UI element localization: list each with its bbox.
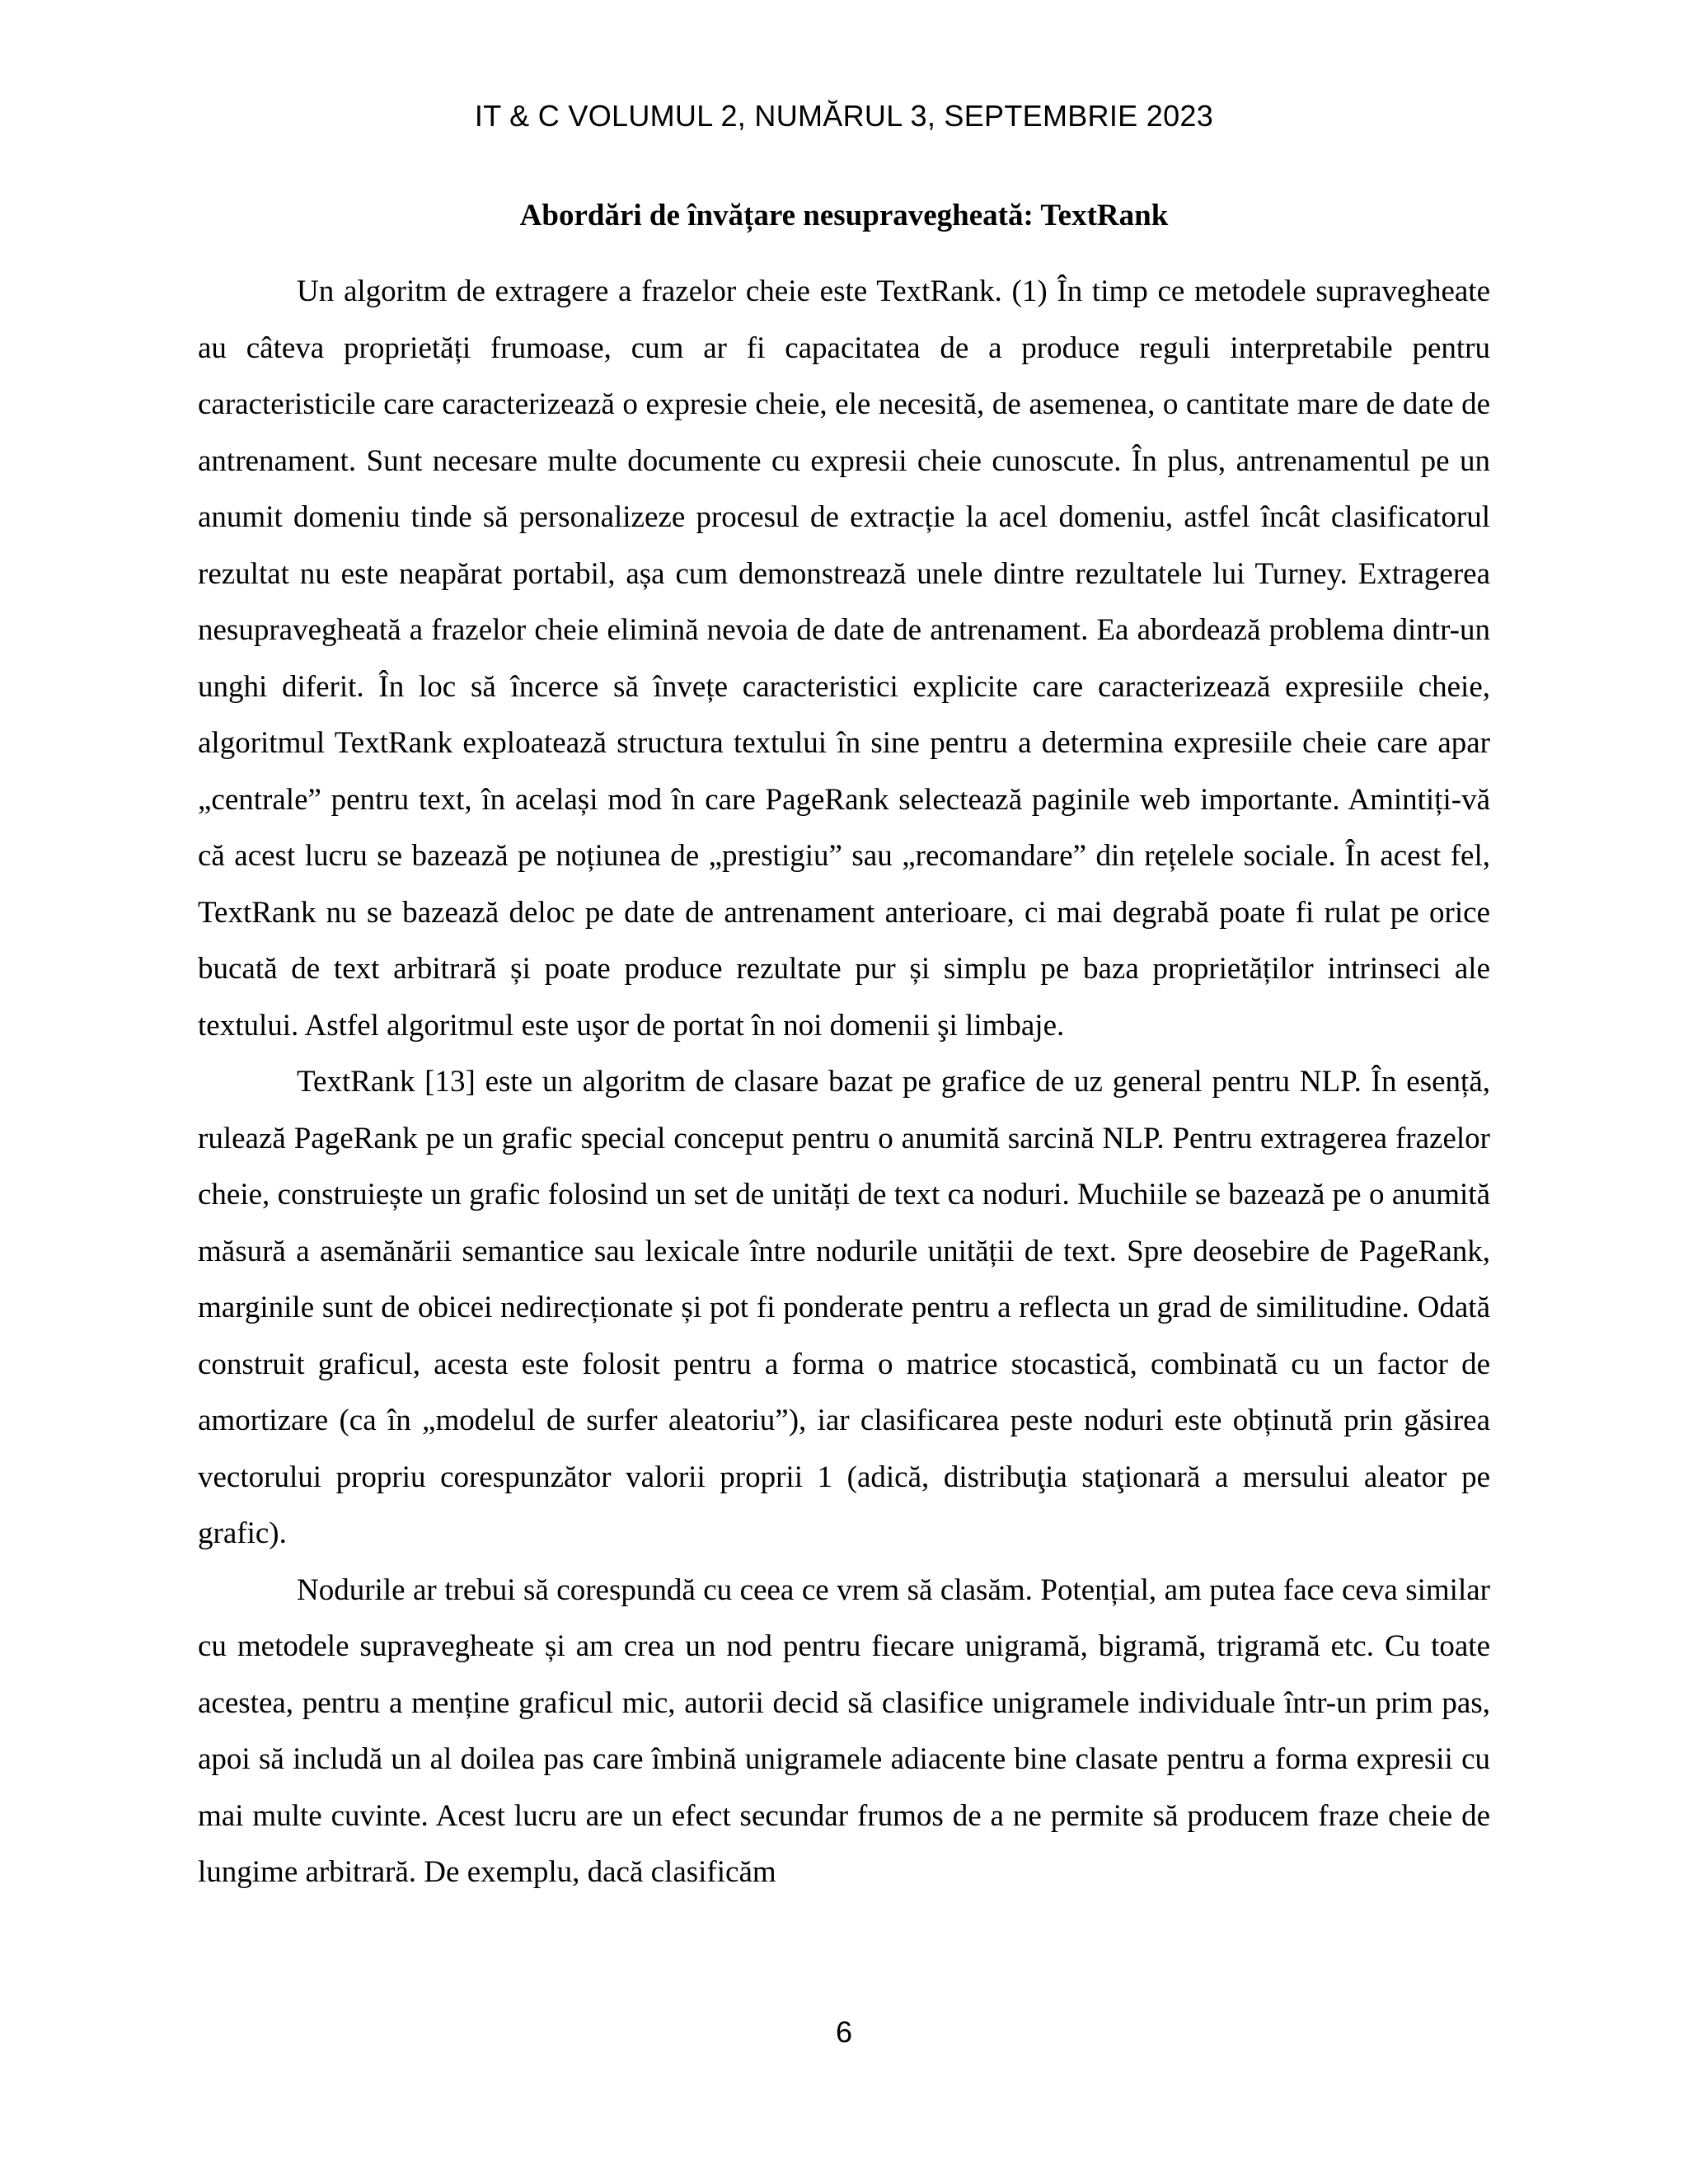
paragraph-3: Nodurile ar trebui să corespundă cu ceea ce vrem să clasăm. Potențial, am putea face ceva similar cu metodele supravegheate și am crea un nod pentru fiecare unigramă, bigramă, trigramă etc. Cu toate acestea, pentru a menține graficul mic, autorii decid să clasifice unigramele individuale într-un prim pas, apoi să includă un al doilea pas care îmbină unigramele adiacente bine clasate pentru a forma expresii cu mai multe cuvinte. Acest lucru are un efect secundar frumos de a ne permite să producem fraze cheie de lungime arbitrară. De exemplu, dacă clasificăm [198, 1572, 1490, 1889]
section-title: Abordări de învățare nesupravegheată: TextRank [519, 199, 1169, 232]
body-text [198, 264, 1490, 1901]
paragraph-2: TextRank [13] este un algoritm de clasare bazat pe grafice de uz general pentru NLP. În esență, rulează PageRank pe un grafic special conceput pentru o anumită sarcină NLP. Pentru extragerea frazelor cheie, construiește un grafic folosind un set de unități de text ca noduri. Muchiile se bazează pe o anumită măsură a asemănării semantice sau lexicale între nodurile unității de text. Spre deosebire de PageRank, marginile sunt de obicei nedirecționate și pot fi ponderate pentru a reflecta un grad de similitudine. Odată construit graficul, acesta este folosit pentru a forma o matrice stocastică, combinată cu un factor de amortizare (ca în „modelul de surfer aleatoriu”), iar clasificarea peste noduri este obținută prin găsirea vectorului propriu corespunzător valorii proprii 1 (adică, distribuţia staţionară a mersului aleator pe grafic). [198, 1065, 1490, 1550]
page-number: 6 [835, 2015, 853, 2049]
running-header: IT & C VOLUMUL 2, NUMĂRUL 3, SEPTEMBRIE 2023 [474, 99, 1214, 133]
paragraph-1: Un algoritm de extragere a frazelor cheie este TextRank. (1) În timp ce metodele supravegheate au câteva proprietăți frumoase, cum ar fi capacitatea de a produce reguli interpretabile pentru caracteristicile care caracterizează o expresie cheie, ele necesită, de asemenea, o cantitate mare de date de antrenament. Sunt necesare multe documente cu expresii cheie cunoscute. În plus, antrenamentul pe un anumit domeniu tinde să personalizeze procesul de extracție la acel domeniu, astfel încât clasificatorul rezultat nu este neapărat portabil, așa cum demonstrează unele dintre rezultatele lui Turney. Extragerea nesupravegheată a frazelor cheie elimină nevoia de date de antrenament. Ea abordează problema dintr-un unghi diferit. În loc să încerce să învețe caracteristici explicite care caracterizează expresiile cheie, algoritmul TextRank exploatează structura textului în sine pentru a determina expresiile cheie care apar „centrale” pentru text, în același mod în care PageRank selectează paginile web importante. Amintiți-vă că acest lucru se bazează pe noțiunea de „prestigiu” sau „recomandare” din rețelele sociale. În acest fel, TextRank nu se bazează deloc pe date de antrenament anterioare, ci mai degrabă poate fi rulat pe orice bucată de text arbitrară și poate produce rezultate pur și simplu pe baza proprietăților intrinseci ale textului. Astfel algoritmul este uşor de portat în noi domenii şi limbaje. [198, 274, 1490, 1043]
